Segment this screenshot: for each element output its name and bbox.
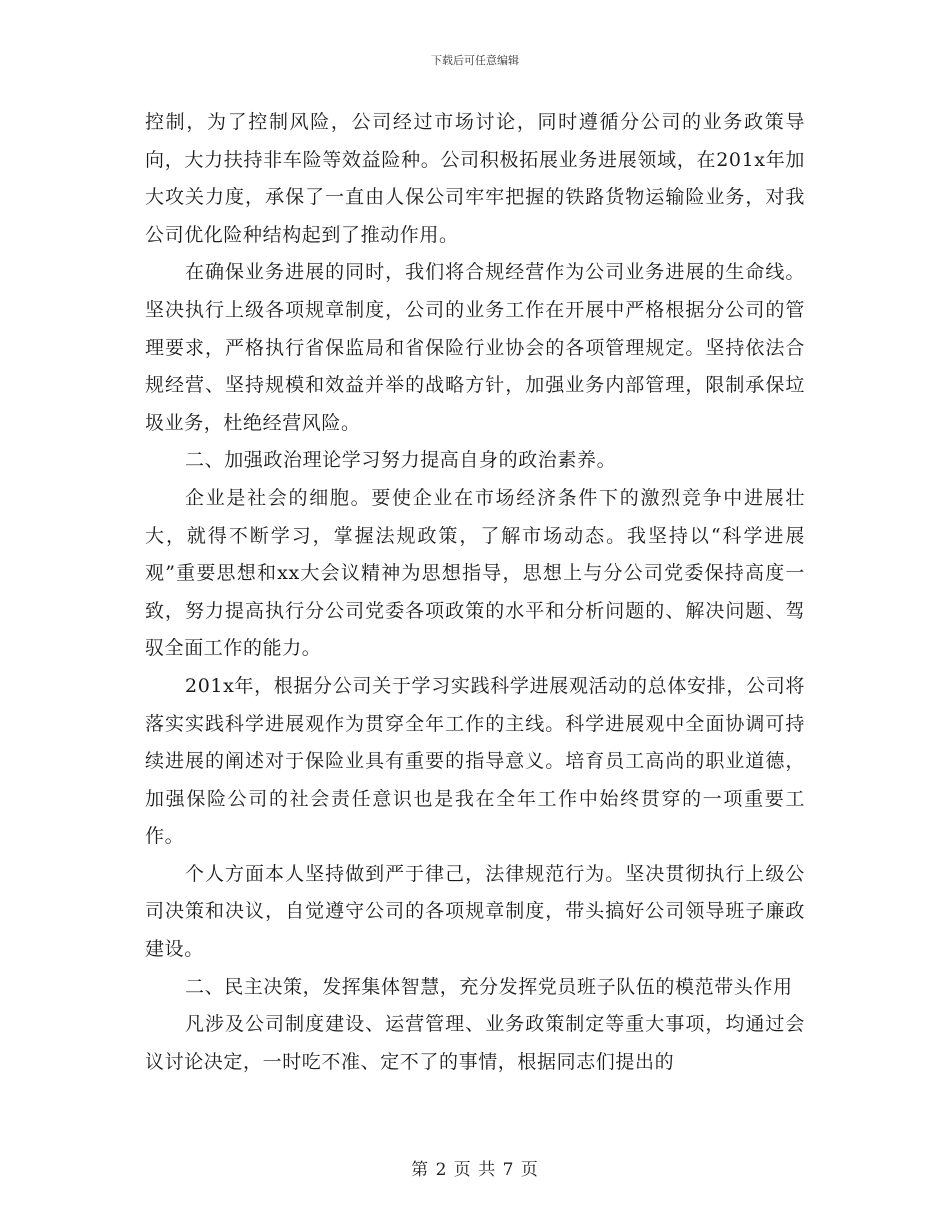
paragraph-6: 个人方面本人坚持做到严于律己，法律规范行为。坚决贯彻执行上级公司决策和决议，自觉遵守公司的各项规章制度，带头搞好公司领导班子廉政建设。	[145, 862, 805, 961]
paragraph-2: 在确保业务进展的同时，我们将合规经营作为公司业务进展的生命线。坚决执行上级各项规章制度，公司的业务工作在开展中严格根据分公司的管理要求，严格执行省保监局和省保险行业协会的各项管理规定。坚持依法合规经营、坚持规模和效益并举的战略方针，加强业务内部管理，限制承保垃圾业务，杜绝经营风险。	[145, 261, 805, 434]
paragraph-1: 控制，为了控制风险，公司经过市场讨论，同时遵循分公司的业务政策导向，大力扶持非车险等效益险种。公司积极拓展业务进展领域，在201x年加大攻关力度，承保了一直由人保公司牢牢把握的铁路货物运输险业务，对我公司优化险种结构起到了推动作用。	[145, 111, 805, 246]
paragraph-4: 企业是社会的细胞。要使企业在市场经济条件下的激烈竞争中进展壮大，就得不断学习，掌握法规政策，了解市场动态。我坚持以“科学进展观”重要思想和xx大会议精神为思想指导，思想上与分公司党委保持高度一致，努力提高执行分公司党委各项政策的水平和分析问题的、解决问题、驾驭全面工作的能力。	[145, 486, 805, 660]
paragraph-8: 凡涉及公司制度建设、运营管理、业务政策制定等重大事项，均通过会议讨论决定，一时吃不准、定不了的事情，根据同志们提出的	[145, 1013, 805, 1073]
section-heading-political-study: 二、加强政治理论学习努力提高自身的政治素养。	[185, 449, 617, 472]
section-heading-democratic-decision: 二、民主决策，发挥集体智慧，充分发挥党员班子队伍的模范带头作用	[185, 975, 793, 998]
page-number: 第 2 页 共 7 页	[411, 1160, 539, 1180]
page-header: 下载后可任意编辑	[431, 54, 519, 67]
paragraph-5: 201x年，根据分公司关于学习实践科学进展观活动的总体安排，公司将落实实践科学进展观作为贯穿全年工作的主线。科学进展观中全面协调可持续进展的阐述对于保险业具有重要的指导意义。培育员工高尚的职业道德，加强保险公司的社会责任意识也是我在全年工作中始终贯穿的一项重要工作。	[145, 674, 805, 848]
document-body	[145, 104, 805, 1081]
